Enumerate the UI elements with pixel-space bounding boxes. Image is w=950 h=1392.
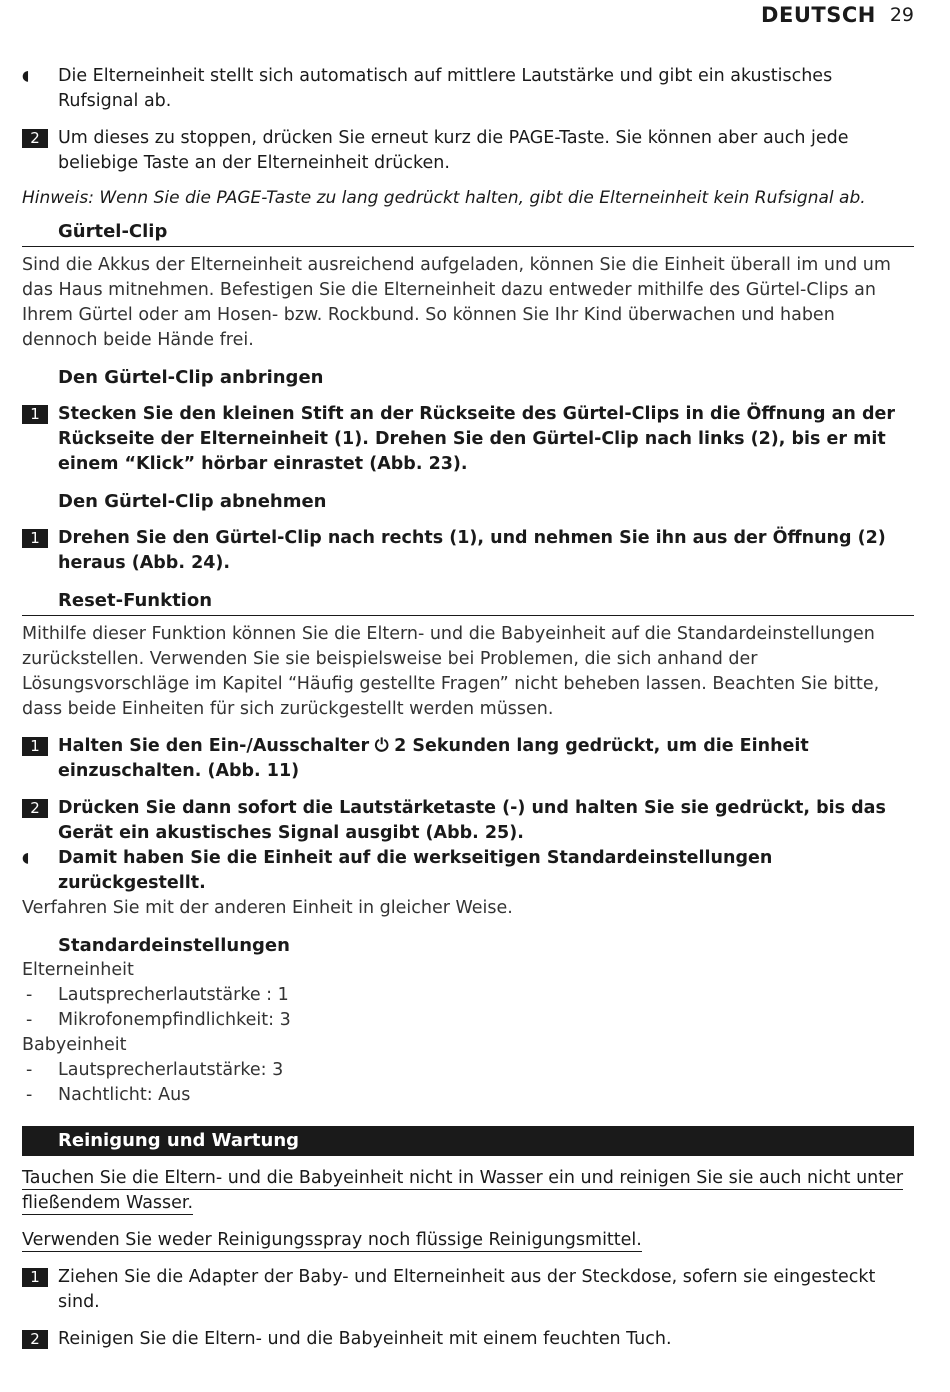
section-heading-belt-clip: Gürtel-Clip xyxy=(22,219,914,247)
step-number: 2 xyxy=(22,129,48,148)
bullet-icon: ◖ xyxy=(22,850,30,866)
step-number: 2 xyxy=(22,799,48,818)
subheading-defaults: Standardeinstellungen xyxy=(58,935,290,956)
reset-paragraph: Mithilfe dieser Funktion können Sie die Eltern- und die Babyeinheit auf die Standardeinstellungen zurückstellen. Verwenden Sie sie beispielsweise bei Problemen, die sich anhand der Lösungsvorschläge im Kapitel “Häufig gestellte Fragen” nicht beheben lassen. Beachten Sie bitte, dass beide Einheiten für sich zurückgestellt werden müssen. xyxy=(22,624,880,719)
list-item: - Nachtlicht: Aus xyxy=(26,1085,191,1105)
step-item: 1 Halten Sie den Ein-/Ausschalter ⏻ 2 Sekunden lang gedrückt, um die Einheit einzuschalten. (Abb. 11) xyxy=(22,734,914,784)
step-number: 1 xyxy=(22,1268,48,1287)
step-item: 2 Um dieses zu stoppen, drücken Sie erneut kurz die PAGE-Taste. Sie können aber auch jede beliebige Taste an der Elterneinheit drücken. xyxy=(22,126,914,176)
section-heading-reset: Reset-Funktion xyxy=(22,588,914,616)
step-item: 1 Ziehen Sie die Adapter der Baby- und Elterneinheit aus der Steckdose, sofern sie eingesteckt sind. xyxy=(22,1265,914,1315)
list-item: - Mikrofonempfindlichkeit: 3 xyxy=(26,1010,291,1030)
section-heading-cleaning: Reinigung und Wartung xyxy=(22,1126,914,1156)
step-number: 1 xyxy=(22,529,48,548)
step-number: 1 xyxy=(22,737,48,756)
bullet-icon: ◖ xyxy=(22,68,30,84)
page-content xyxy=(22,64,914,1352)
belt-clip-paragraph: Sind die Akkus der Elterneinheit ausreichend aufgeladen, können Sie die Einheit überall im und um das Haus mitnehmen. Befestigen Sie die Elterneinheit dazu entweder mithilfe des Gürtel-Clips an Ihrem Gürtel oder am Hosen- bzw. Rockbund. So können Sie Ihr Kind überwachen und haben dennoch beide Hände frei. xyxy=(22,255,891,350)
page-number: 29 xyxy=(889,4,914,26)
step-number: 2 xyxy=(22,1330,48,1349)
bullet-item: ◖ Die Elterneinheit stellt sich automatisch auf mittlere Lautstärke und gibt ein akustisches Rufsignal ab. xyxy=(22,66,833,111)
reset-after-text: Verfahren Sie mit der anderen Einheit in gleicher Weise. xyxy=(22,898,513,918)
language-label: DEUTSCH xyxy=(761,3,876,27)
list-item: - Lautsprecherlautstärke : 1 xyxy=(26,985,289,1005)
hint-note: Hinweis: Wenn Sie die PAGE-Taste zu lang gedrückt halten, gibt die Elterneinheit kein Rufsignal ab. xyxy=(22,188,866,208)
step-item: 1 Stecken Sie den kleinen Stift an der Rückseite des Gürtel-Clips in die Öffnung an der Rückseite der Elterneinheit (1). Drehen Sie den Gürtel-Clip nach links (2), bis er mit einem “Klick” hörbar einrastet (Abb. 23). xyxy=(22,402,914,477)
power-icon: ⏻ xyxy=(374,736,389,756)
step-item: 2 Reinigen Sie die Eltern- und die Babyeinheit mit einem feuchten Tuch. xyxy=(22,1327,914,1352)
warning-spray: Verwenden Sie weder Reinigungsspray noch flüssige Reinigungsmittel. xyxy=(22,1230,642,1250)
list-item: - Lautsprecherlautstärke: 3 xyxy=(26,1060,284,1080)
defaults-parent-label: Elterneinheit xyxy=(22,960,134,980)
page-header xyxy=(761,0,914,30)
step-item: 2 Drücken Sie dann sofort die Lautstärketaste (-) und halten Sie sie gedrückt, bis das Gerät ein akustisches Signal ausgibt (Abb. 25). xyxy=(22,796,914,846)
bullet-item: ◖ Damit haben Sie die Einheit auf die werkseitigen Standardeinstellungen zurückgestellt. xyxy=(22,848,773,893)
warning-immersion: Tauchen Sie die Eltern- und die Babyeinheit nicht in Wasser ein und reinigen Sie sie auch nicht unter fließendem Wasser. xyxy=(22,1168,904,1213)
defaults-baby-label: Babyeinheit xyxy=(22,1035,127,1055)
subheading-attach-clip: Den Gürtel-Clip anbringen xyxy=(58,367,324,388)
step-item: 1 Drehen Sie den Gürtel-Clip nach rechts (1), und nehmen Sie ihn aus der Öffnung (2) heraus (Abb. 24). xyxy=(22,526,914,576)
step-number: 1 xyxy=(22,405,48,424)
subheading-remove-clip: Den Gürtel-Clip abnehmen xyxy=(58,491,327,512)
